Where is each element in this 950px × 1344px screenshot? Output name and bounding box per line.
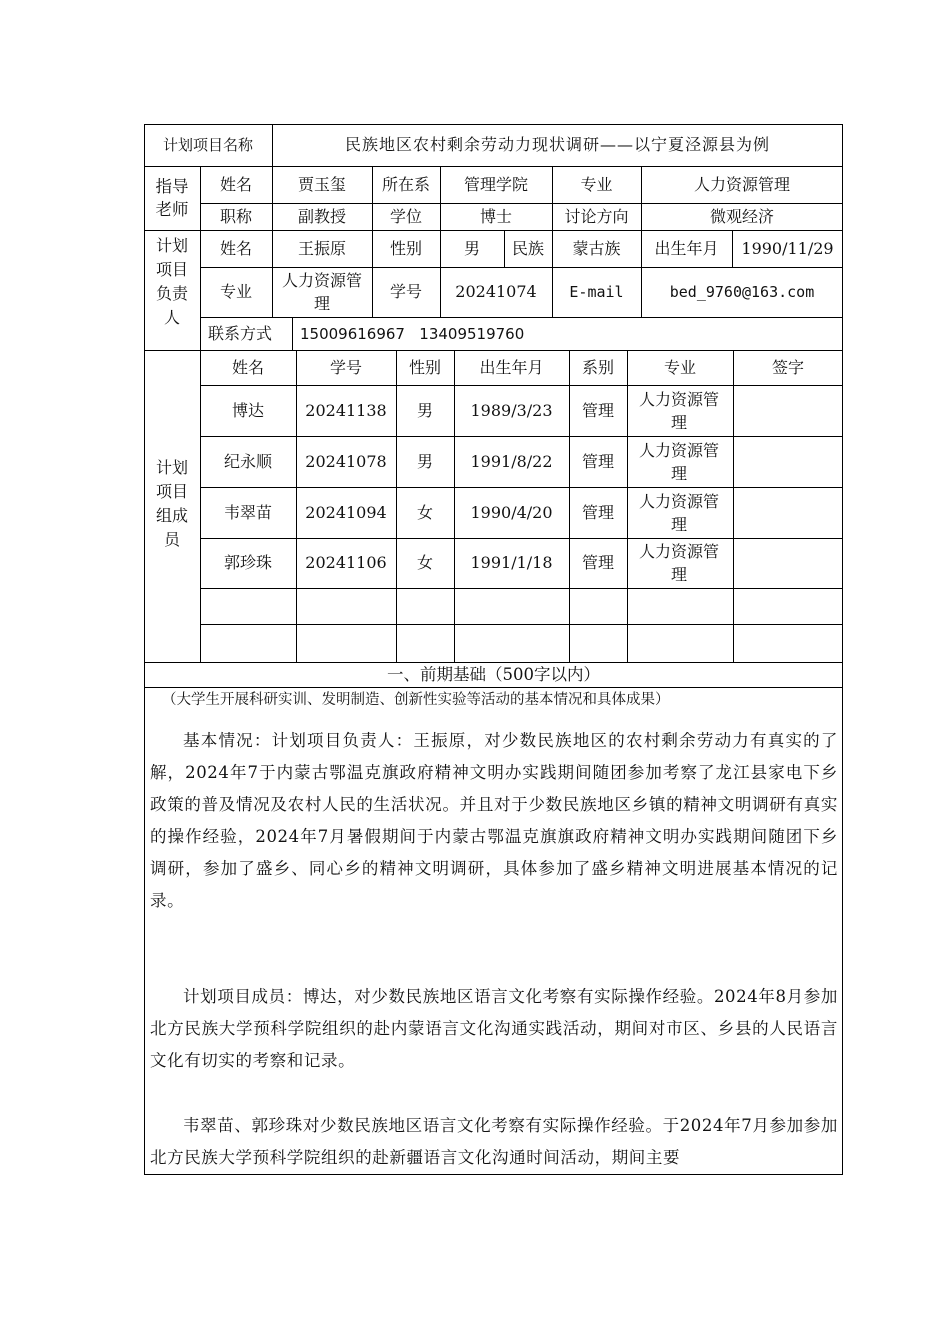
leader-name: 王振原 (297, 238, 346, 258)
members-header-gender: 性别 (408, 357, 441, 377)
leader-gender: 男 (463, 238, 480, 258)
member-birth: 1989/3/23 (470, 400, 553, 420)
member-sign (733, 436, 843, 487)
member-dept: 管理 (581, 502, 614, 522)
leader-id-label: 学号 (389, 282, 422, 301)
leader-birth: 1990/11/29 (741, 238, 834, 258)
member-name: 纪永顺 (223, 451, 272, 471)
leader-ethnic-label: 民族 (511, 238, 544, 258)
member-birth: 1991/8/22 (470, 451, 553, 471)
member-gender: 女 (416, 502, 433, 522)
col-line (292, 317, 293, 350)
section-paragraph: 基本情况：计划项目负责人：王振原，对少数民族地区的农村剩余劳动力有真实的了解，2024年7于内蒙古鄂温克旗政府精神文明办实践期间随团参加考察了龙江县家电下乡政策的普及情况及农村人民的生活状况。并且对于少数民族地区乡镇的精神文明调研有真实的操作经验，2024年7月暑假期间于内蒙古鄂温克旗旗政府精神文明办实践期间随团下乡调研，参加了盛乡、同心乡的精神文明调研，具体参加了盛乡精神文明进展基本情况的记录。 (150, 731, 838, 910)
advisor-name: 贾玉玺 (297, 174, 346, 194)
leader-ethnic: 蒙古族 (572, 238, 621, 258)
member-major: 人力资源管理 (639, 440, 720, 483)
member-id: 20241138 (305, 400, 387, 420)
advisor-title-label: 职称 (219, 206, 252, 226)
advisor-major: 人力资源管理 (693, 174, 790, 194)
member-gender: 女 (416, 553, 433, 572)
member-dept: 管理 (581, 553, 614, 572)
section-paragraph: 韦翠苗、郭珍珠对少数民族地区语言文化考察有实际操作经验。于2024年7月参加参加北方民族大学预科学院组织的赴新疆语言文化沟通时间活动，期间主要 (150, 1116, 838, 1167)
col-line (627, 350, 628, 662)
leader-contact: 15009616967 13409519760 (300, 324, 525, 343)
member-id: 20241078 (305, 451, 387, 471)
members-header-id: 学号 (329, 357, 362, 377)
advisor-title: 副教授 (297, 206, 346, 226)
leader-group-label: 计划项目负责人 (155, 236, 188, 327)
advisor-degree-label: 学位 (389, 206, 422, 226)
section-subtitle: （大学生开展科研实训、发明制造、创新性实验等活动的基本情况和具体成果） (162, 692, 670, 708)
members-header-major: 专业 (663, 357, 696, 377)
member-name: 韦翠苗 (223, 502, 272, 522)
leader-gender-label: 性别 (389, 238, 422, 258)
advisor-dept-label: 所在系 (381, 174, 430, 194)
leader-email: bed_9760@163.com (669, 283, 815, 301)
border-left (144, 124, 145, 1175)
leader-birth-label: 出生年月 (654, 238, 719, 258)
member-name: 郭珍珠 (223, 553, 272, 572)
member-sign (733, 538, 843, 588)
member-gender: 男 (416, 451, 433, 471)
member-birth: 1991/1/18 (470, 553, 553, 572)
border-bottom (144, 1174, 843, 1175)
project-name-value: 民族地区农村剩余劳动力现状调研——以宁夏泾源县为例 (344, 135, 770, 154)
member-id: 20241094 (305, 502, 387, 522)
member-major: 人力资源管理 (639, 389, 720, 432)
leader-contact-label: 联系方式 (208, 323, 273, 343)
project-name-label: 计划项目名称 (162, 136, 253, 154)
leader-major: 人力资源管理 (281, 271, 362, 313)
leader-major-label: 专业 (219, 282, 252, 301)
advisor-name-label: 姓名 (219, 174, 252, 194)
advisor-degree: 博士 (479, 206, 512, 226)
advisor-direction: 微观经济 (709, 206, 774, 226)
leader-name-label: 姓名 (219, 238, 252, 258)
members-header-name: 姓名 (231, 357, 264, 377)
advisor-group-label: 指导老师 (155, 177, 189, 219)
advisor-direction-label: 讨论方向 (564, 206, 629, 226)
section-title: 一、前期基础（500字以内） (387, 664, 600, 684)
member-name: 博达 (231, 400, 264, 420)
members-header-birth: 出生年月 (479, 357, 544, 377)
leader-id: 20241074 (455, 282, 537, 301)
application-form (144, 124, 843, 1175)
members-group-label: 计划项目组成员 (155, 458, 188, 549)
members-header-sign: 签字 (771, 357, 804, 377)
member-sign (733, 487, 843, 538)
advisor-major-label: 专业 (580, 174, 613, 194)
section-paragraph: 计划项目成员：博达，对少数民族地区语言文化考察有实际操作经验。2024年8月参加北方民族大学预科学院组织的赴内蒙语言文化沟通实践活动，期间对市区、乡县的人民语言文化有切实的考察和记录。 (150, 987, 838, 1070)
member-major: 人力资源管理 (639, 491, 720, 534)
member-birth: 1990/4/20 (470, 502, 553, 522)
members-header-dept: 系别 (581, 357, 614, 377)
member-sign (733, 385, 843, 436)
advisor-dept: 管理学院 (463, 174, 528, 194)
member-dept: 管理 (581, 451, 614, 471)
member-major: 人力资源管理 (639, 542, 720, 584)
leader-email-label: E-mail (569, 283, 624, 301)
member-id: 20241106 (305, 553, 387, 572)
member-dept: 管理 (581, 400, 614, 420)
member-gender: 男 (416, 400, 433, 420)
